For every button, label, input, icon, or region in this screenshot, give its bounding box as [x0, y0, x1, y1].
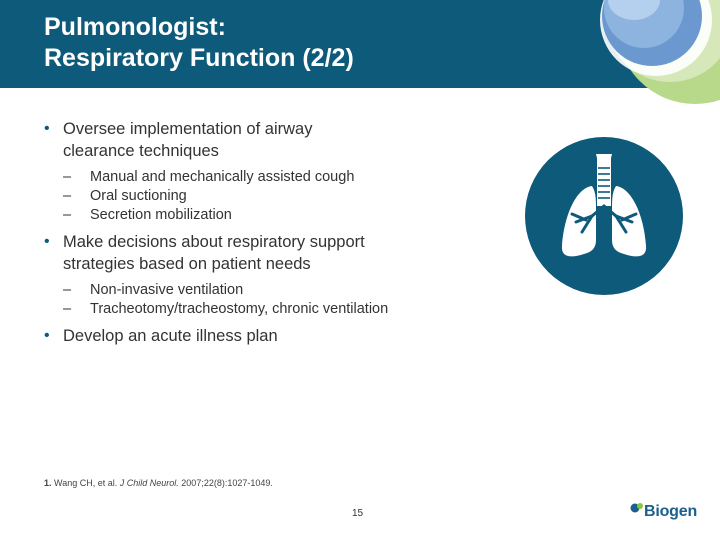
bullet-dot-icon: • [44, 233, 50, 250]
lungs-icon [524, 136, 684, 296]
sub-bullet-list [63, 281, 484, 319]
logo-text: Biogen [644, 503, 698, 520]
company-logo [630, 500, 710, 524]
bullet-dot-icon: • [44, 120, 50, 137]
sub-bullet-item: – Non-invasive ventilation [63, 282, 244, 298]
sub-bullet-item: – Secretion mobilization [63, 207, 232, 223]
dash-icon: – [63, 207, 72, 223]
slide-title-line-1: Pulmonologist: [44, 13, 226, 41]
reference-number: 1. [44, 478, 52, 488]
bullet-dot-icon: • [44, 327, 50, 344]
page-number: 15 [352, 508, 364, 519]
slide-title-line-2: Respiratory Function (2/2) [44, 44, 354, 72]
reference-details: 2007;22(8):1027-1049. [181, 478, 273, 488]
bullet-item [44, 325, 484, 347]
dash-icon: – [63, 282, 72, 298]
reference-authors: Wang CH, et al. [54, 478, 118, 488]
bullet-text: strategies based on patient needs [63, 255, 311, 273]
bullet-item [44, 231, 484, 275]
dash-icon: – [63, 301, 72, 317]
sub-bullet-item: – Oral suctioning [63, 188, 187, 204]
bullet-list [44, 118, 484, 347]
sub-bullet-list [63, 168, 484, 225]
bullet-text: Oversee implementation of airway [63, 120, 313, 138]
reference-citation [44, 478, 273, 488]
dash-icon: – [63, 188, 72, 204]
dash-icon: – [63, 169, 72, 185]
slide-title [44, 12, 354, 74]
biogen-logo-mark-icon [630, 502, 644, 514]
bullet-text: clearance techniques [63, 142, 219, 160]
sub-bullet-item: – Manual and mechanically assisted cough [63, 169, 355, 185]
bullet-item [44, 118, 484, 162]
reference-journal: J Child Neurol. [119, 478, 179, 488]
bullet-text: Develop an acute illness plan [63, 327, 278, 345]
sub-bullet-item: – Tracheotomy/tracheostomy, chronic ventilation [63, 301, 389, 317]
decorative-orb-icon [560, 0, 720, 104]
bullet-text: Make decisions about respiratory support [63, 233, 365, 251]
